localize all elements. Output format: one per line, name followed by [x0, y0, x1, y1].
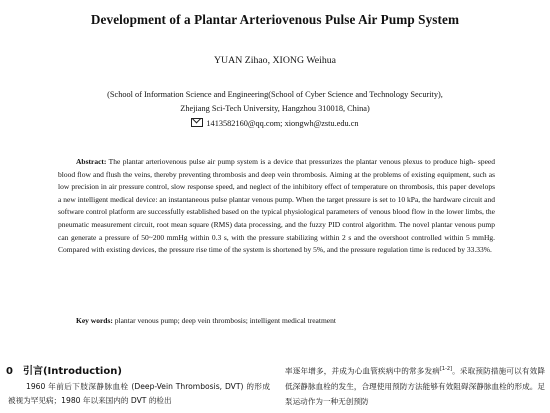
section-heading: 0 引言(Introduction) — [6, 366, 122, 377]
paper-authors: YUAN Zihao, XIONG Weihua — [213, 55, 336, 66]
keywords — [76, 316, 336, 325]
author-emails — [0, 118, 550, 129]
body-text-right-column — [285, 362, 545, 409]
body-text-right-part-1: 率逐年增多，并成为心血管疾病中的常多发病 — [285, 366, 440, 376]
paper-title: Development of a Plantar Arteriovenous Pulse Air Pump System — [90, 12, 460, 27]
citation-marker: [1-2] — [439, 366, 453, 372]
affiliation-line-1: (School of Information Science and Engineering(School of Cyber Science and Technology Security), — [107, 90, 443, 99]
envelope-icon — [191, 118, 203, 127]
abstract — [58, 156, 495, 257]
body-text-right-part-2: 。采取预防措施可以有效降低深静脉血栓的发生，合理使用预防方法能够有效阻碍深静脉血栓的形成。足泵运动作为一种无创预防 — [285, 366, 546, 406]
keywords-label: Key words: — [76, 316, 113, 325]
affiliation-line-2: Zhejiang Sci-Tech University, Hangzhou 310018, China) — [180, 104, 370, 113]
email-addresses: 1413582160@qq.com; xiongwh@zstu.edu.cn — [206, 119, 359, 128]
abstract-text: The plantar arteriovenous pulse air pump system is a device that pressurizes the plantar venous plexus to produce high- speed blood flow and flush the veins, thereby preventing thrombosis and deep vein thrombosis. Aiming at the problems of existing equipment, such as low precision in air pressure control, slow response speed, and neglect of the inhibitory effect of temperature on thrombosis, this paper develops a new intelligent medical device: an instantaneous pulse plantar venous pump. When the target pressure is set to 10 kPa, the hardware circuit and software control platform are successfully established based on the typical physiological parameters of venous blood flow in the lower limbs, the pneumatic measurement circuit, root mean square (RMS) data processing, and the fuzzy PID control algorithm. The novel plantar venous pump can generate a pressure of 50~200 mmHg within 0.3 s, with the pressure stabilizing within 2 s and the overshoot controlled within 5 mmHg. Compared with existing devices, the pressure rise time of the system is shortened by 5%, and the pressure regulation time is reduced by 33.33%. — [58, 157, 495, 255]
keywords-text: plantar venous pump; deep vein thrombosis; intelligent medical treatment — [114, 316, 336, 325]
body-text-left-column: 1960 年前后下肢深静脉血栓 (Deep-Vein Thrombosis, DVT) 的形成被视为罕见病；1980 年以来国内的 DVT 的检出 — [8, 382, 270, 405]
abstract-label: Abstract: — [76, 157, 107, 166]
